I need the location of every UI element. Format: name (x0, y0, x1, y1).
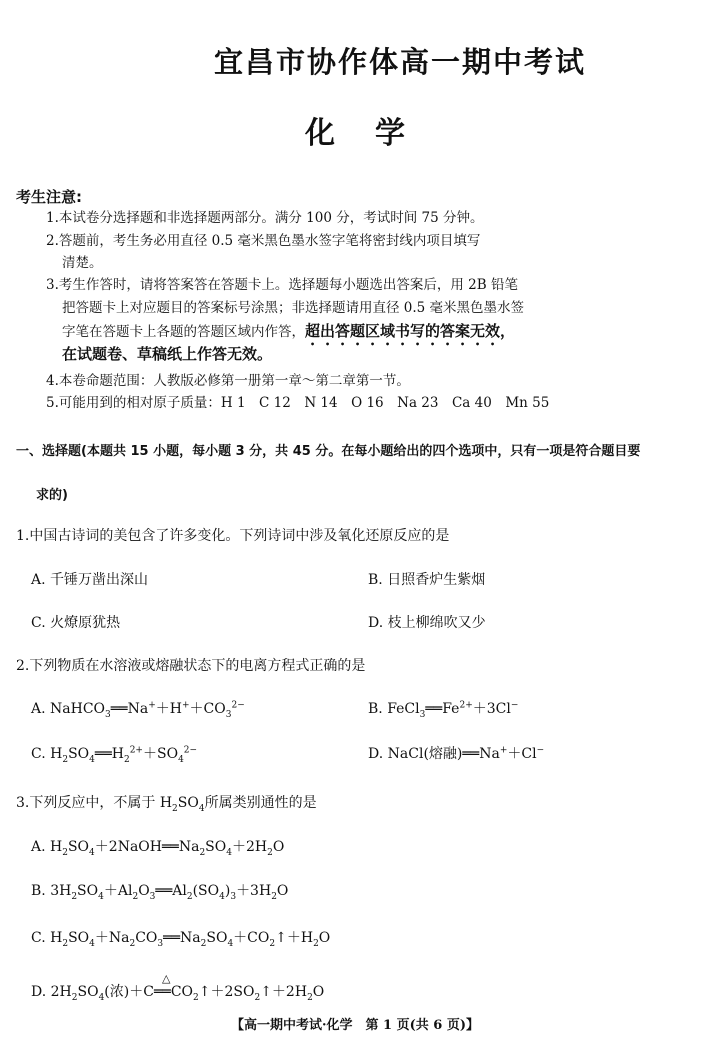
q3-option-b: B. $3H_2SO_4+Al_2O_3══Al_2(SO_4)_3+3H_2O$ (31, 883, 289, 902)
notice-item-3b: 把答题卡上对应题目的答案标号涂黑；非选择题请用直径 0.5 毫米黑色墨水签 (62, 300, 525, 316)
q3-option-d: D. $2H_2SO_4$(浓)＋C △ $══CO_2↑+2SO_2↑+2H_2O$ (31, 972, 325, 1003)
notice-warning-2: 在试题卷、草稿纸上作答无效。 (62, 345, 273, 363)
page-footer: 【高一期中考试·化学 第 1 页(共 6 页)】 (230, 1018, 480, 1033)
exam-title: 宜昌市协作体高一期中考试 (213, 45, 586, 79)
question-2-stem: 2.下列物质在水溶液或熔融状态下的电离方程式正确的是 (16, 658, 366, 674)
question-3-stem: 3.下列反应中，不属于 $H_2SO_4$所属类别通性的是 (16, 795, 317, 814)
notice-item-2a: 2.答题前，考生务必用直径 0.5 毫米黑色墨水签字笔将密封线内项目填写 (46, 233, 481, 249)
notice-item-4: 4.本卷命题范围：人教版必修第一册第一章～第二章第一节。 (46, 373, 410, 389)
q2-option-c: C. $H_2SO_4══H_2^{2+}+SO_4^{2-}$ (31, 745, 198, 765)
question-1-stem: 1.中国古诗词的美包含了许多变化。下列诗词中涉及氧化还原反应的是 (16, 528, 450, 544)
q1-option-d: D. 枝上柳绵吹又少 (368, 615, 486, 631)
notice-item-2b: 清楚。 (62, 255, 103, 271)
q2-option-b: B. $FeCl_3══Fe^{2+}+3Cl^-$ (368, 700, 519, 720)
heat-triangle-icon: △ (161, 972, 171, 985)
notice-item-3a: 3.考生作答时，请将答案答在答题卡上。选择题每小题选出答案后，用 2B 铅笔 (46, 277, 518, 293)
notice-item-5: 5.可能用到的相对原子质量：H 1 C 12 N 14 O 16 Na 23 Ca 40 Mn 55 (46, 395, 550, 411)
section-heading-cont: 求的) (36, 488, 68, 503)
q1-option-c: C. 火燎原犹热 (31, 615, 121, 631)
q2-option-d: D. NaCl(熔融)══Na+＋Cl− (368, 745, 545, 762)
section-heading: 一、选择题(本题共 15 小题，每小题 3 分，共 45 分。在每小题给出的四个选项中，只有一项是符合题目要 (16, 444, 641, 459)
notice-warning-1: 超出答题区域书写的答案无效， (305, 322, 516, 340)
notice-item-1: 1.本试卷分选择题和非选择题两部分。满分 100 分，考试时间 75 分钟。 (46, 210, 484, 226)
subject-title: 化学 (305, 116, 445, 151)
q3-option-a: A. $H_2SO_4+2NaOH══Na_2SO_4+2H_2O$ (31, 839, 285, 858)
q1-option-a: A. 千锤万凿出深山 (31, 572, 149, 588)
q3-option-c: C. $H_2SO_4+Na_2CO_3══Na_2SO_4+CO_2↑+H_2O$ (31, 930, 331, 949)
q1-option-b: B. 日照香炉生紫烟 (368, 572, 486, 588)
notice-item-3c-plain: 字笔在答题卡上各题的答题区域内作答， (62, 324, 305, 340)
notice-heading: 考生注意: (16, 188, 82, 206)
q2-option-a: A. $NaHCO_3══Na^++H^++CO_3^{2-}$ (31, 700, 245, 720)
